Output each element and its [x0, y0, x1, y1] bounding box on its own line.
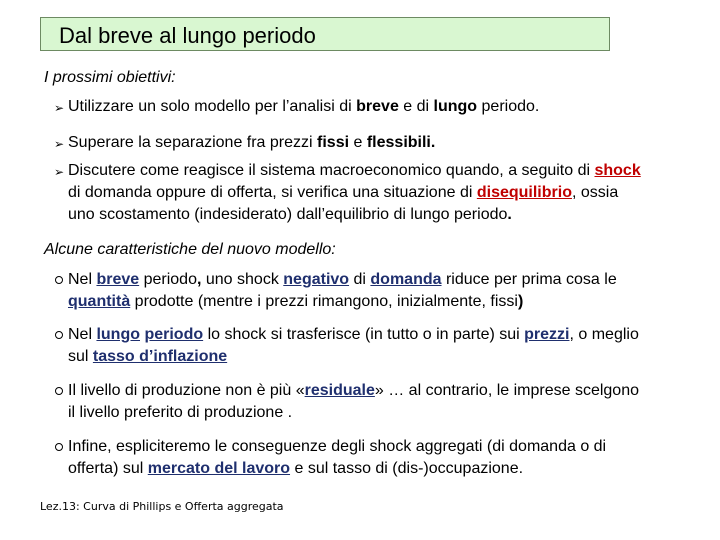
objective-item-2: Superare la separazione fra prezzi fissi e flessibili.	[68, 134, 436, 151]
arrow-bullet-icon: ➢	[54, 165, 65, 179]
circle-bullet-icon	[55, 443, 63, 451]
circle-bullet-icon	[55, 331, 63, 339]
section-heading-features: Alcune caratteristiche del nuovo modello:	[44, 241, 336, 258]
footer-text: Lez.13: Curva di Phillips e Offerta aggregata	[40, 500, 284, 513]
feature-item-2: Nel lungo periodo lo shock si trasferisce (in tutto o in parte) sui prezzi, o meglio sul tasso d’inflazione	[68, 326, 639, 365]
arrow-bullet-icon: ➢	[54, 101, 65, 115]
objective-item-1: Utilizzare un solo modello per l’analisi di breve e di lungo periodo.	[68, 98, 540, 115]
slide-title: Dal breve al lungo periodo	[59, 23, 316, 48]
section-heading-objectives: I prossimi obiettivi:	[44, 69, 176, 86]
circle-bullet-icon	[55, 276, 63, 284]
feature-item-4: Infine, espliciteremo le conseguenze degli shock aggregati (di domanda o di offerta) sul mercato del lavoro e sul tasso di (dis-)occupazione.	[68, 438, 607, 477]
arrow-bullet-icon: ➢	[54, 137, 65, 151]
circle-bullet-icon	[55, 387, 63, 395]
objective-item-3: Discutere come reagisce il sistema macroeconomico quando, a seguito di shock di domanda oppure di offerta, si verifica una situazione di disequilibrio, ossia uno scostamento (indesiderato) dall’equilibrio di lungo periodo.	[68, 162, 641, 223]
feature-item-1: Nel breve periodo, uno shock negativo di domanda riduce per prima cosa le quantità prodotte (mentre i prezzi rimangono, inizialmente, fissi)	[68, 271, 617, 310]
title-box	[40, 17, 610, 51]
feature-item-3: Il livello di produzione non è più «residuale» … al contrario, le imprese scelgono il livello preferito di produzione .	[68, 382, 639, 421]
